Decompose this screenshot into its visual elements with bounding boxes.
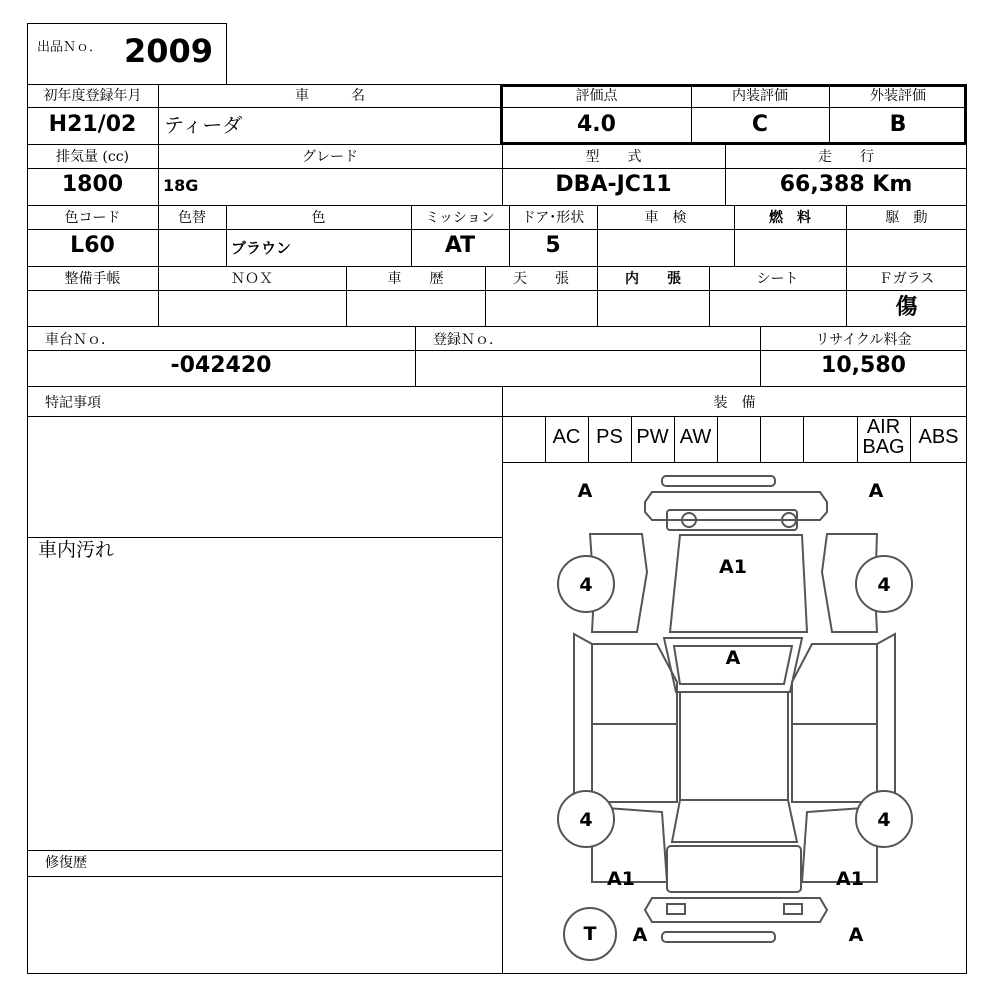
notes-text: 車内汚れ — [38, 539, 115, 561]
interior-label: 内装評価 — [732, 88, 788, 104]
car-diagram — [502, 462, 967, 974]
mark-rear-left: A1 — [607, 868, 635, 890]
mark-rear-bumper-right: A — [848, 924, 864, 946]
car-name-value: ティーダ — [164, 113, 243, 137]
score-label: 評価点 — [575, 88, 618, 104]
exterior-label: 外装評価 — [870, 88, 926, 104]
color-label: 色 — [311, 210, 326, 226]
displacement-label: 排気量 (cc) — [55, 149, 130, 165]
mark-rear-right: A1 — [836, 868, 864, 890]
lot-number-value: 2009 — [124, 32, 214, 70]
equipment-airbag: AIR BAG — [862, 416, 905, 458]
f-glass-value: 傷 — [895, 294, 918, 320]
equipment-abs: ABS — [918, 426, 959, 448]
mark-tire-fl: 4 — [579, 574, 593, 596]
grade-value: 18G — [163, 176, 199, 195]
registration-label: 登録Ｎｏ． — [433, 332, 503, 348]
recycle-value: 10,580 — [821, 353, 906, 378]
mark-windshield: A — [725, 647, 741, 669]
mileage-value: 66,388 Km — [779, 172, 913, 197]
f-glass-label: Ｆガラス — [878, 271, 935, 287]
fuel-label: 燃 料 — [769, 210, 811, 226]
mark-tire-rl: 4 — [579, 809, 593, 831]
displacement-value: 1800 — [61, 172, 124, 197]
mark-tire-fr: 4 — [877, 574, 891, 596]
nox-label: ＮＯＸ — [231, 271, 273, 287]
lot-number-label: 出品Ｎｏ． — [37, 40, 103, 55]
equipment-pw: PW — [636, 426, 669, 448]
mark-tire-rr: 4 — [877, 809, 891, 831]
first-reg-label: 初年度登録年月 — [43, 88, 142, 104]
color-value: ブラウン — [231, 239, 292, 257]
interior-value: C — [751, 112, 769, 137]
grade-label: グレード — [302, 149, 358, 165]
equipment-ac: AC — [552, 426, 581, 448]
model-label: 型 式 — [585, 149, 642, 165]
mark-hood: A1 — [719, 556, 747, 578]
mission-label: ミッション — [425, 210, 495, 226]
mission-value: AT — [444, 233, 476, 258]
first-reg-value: H21/02 — [48, 112, 137, 137]
mark-front-right: A — [868, 480, 884, 502]
mileage-label: 走 行 — [818, 149, 874, 165]
color-code-label: 色コード — [64, 210, 121, 226]
color-change-label: 色替 — [178, 210, 206, 226]
score-value: 4.0 — [577, 112, 616, 137]
mark-front-left: A — [577, 480, 593, 502]
interior-trim-label: 内 張 — [625, 271, 681, 287]
mark-spare: T — [583, 923, 597, 945]
door-value: 5 — [545, 233, 561, 258]
seat-label: シート — [756, 271, 799, 287]
sunroof-label: 天 張 — [513, 271, 569, 287]
car-name-label: 車 名 — [295, 88, 365, 104]
drive-label: 駆 動 — [885, 210, 928, 226]
equipment-label: 装 備 — [713, 395, 756, 411]
chassis-label: 車台Ｎｏ． — [45, 332, 115, 348]
equipment-ps: PS — [596, 426, 623, 448]
chassis-value: -042420 — [170, 353, 272, 378]
history-label: 車 歴 — [387, 271, 444, 287]
notes-label: 特記事項 — [45, 395, 101, 411]
door-label: ドア･形状 — [521, 210, 585, 226]
mark-rear-bumper-left: A — [632, 924, 648, 946]
repair-label: 修復歴 — [45, 855, 87, 871]
inspection-label: 車 検 — [644, 210, 687, 226]
model-value: DBA-JC11 — [555, 172, 672, 197]
maintenance-label: 整備手帳 — [64, 271, 121, 287]
color-code-value: L60 — [70, 233, 115, 258]
exterior-value: B — [889, 112, 907, 137]
recycle-label: リサイクル料金 — [815, 332, 912, 348]
equipment-aw: AW — [679, 426, 712, 448]
